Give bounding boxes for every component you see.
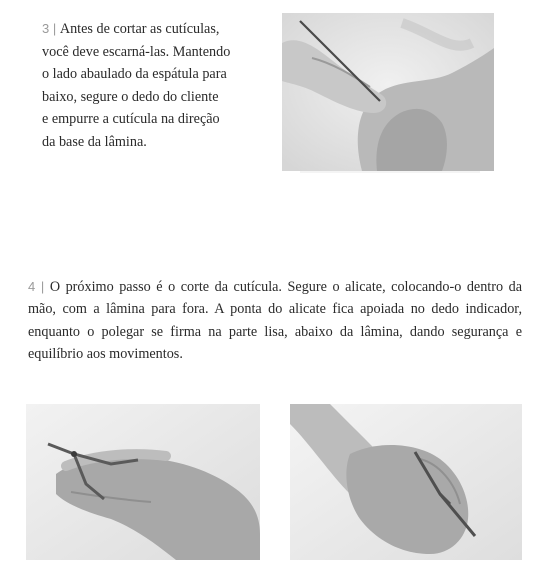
- step-4-separator: |: [35, 279, 50, 294]
- step-3-text: [42, 18, 262, 154]
- step-3-number: 3: [42, 21, 50, 36]
- photo-nipper-hold-side: [26, 404, 260, 560]
- step-3-line-4: baixo, segure o dedo do cliente: [42, 88, 219, 105]
- step-4-body: O próximo passo é o corte da cutícula. Segure o alicate, colocando-o dentro da mão, com a lâmina para fora. A ponta do alicate fica apoiada no dedo indicador, enquanto o polegar se firma na parte lisa, abaixo da lâmina, dando segurança e equilíbrio aos movimentos.: [28, 279, 522, 363]
- step-3-line-5: e empurre a cutícula na direção: [42, 111, 220, 128]
- step-3-line-1: Antes de cortar as cutículas,: [59, 21, 220, 37]
- step-3-separator: |: [49, 21, 60, 36]
- step-4-text: [28, 276, 522, 366]
- step-4-number: 4: [28, 279, 36, 294]
- step-3-line-6: da base da lâmina.: [42, 133, 147, 150]
- photo-cuticle-pushing: [282, 13, 494, 171]
- step-3-line-3: o lado abaulado da espátula para: [42, 66, 227, 83]
- step-3-line-2: você deve escarná-las. Mantendo: [42, 43, 231, 60]
- photo-nipper-hold-front: [290, 404, 522, 560]
